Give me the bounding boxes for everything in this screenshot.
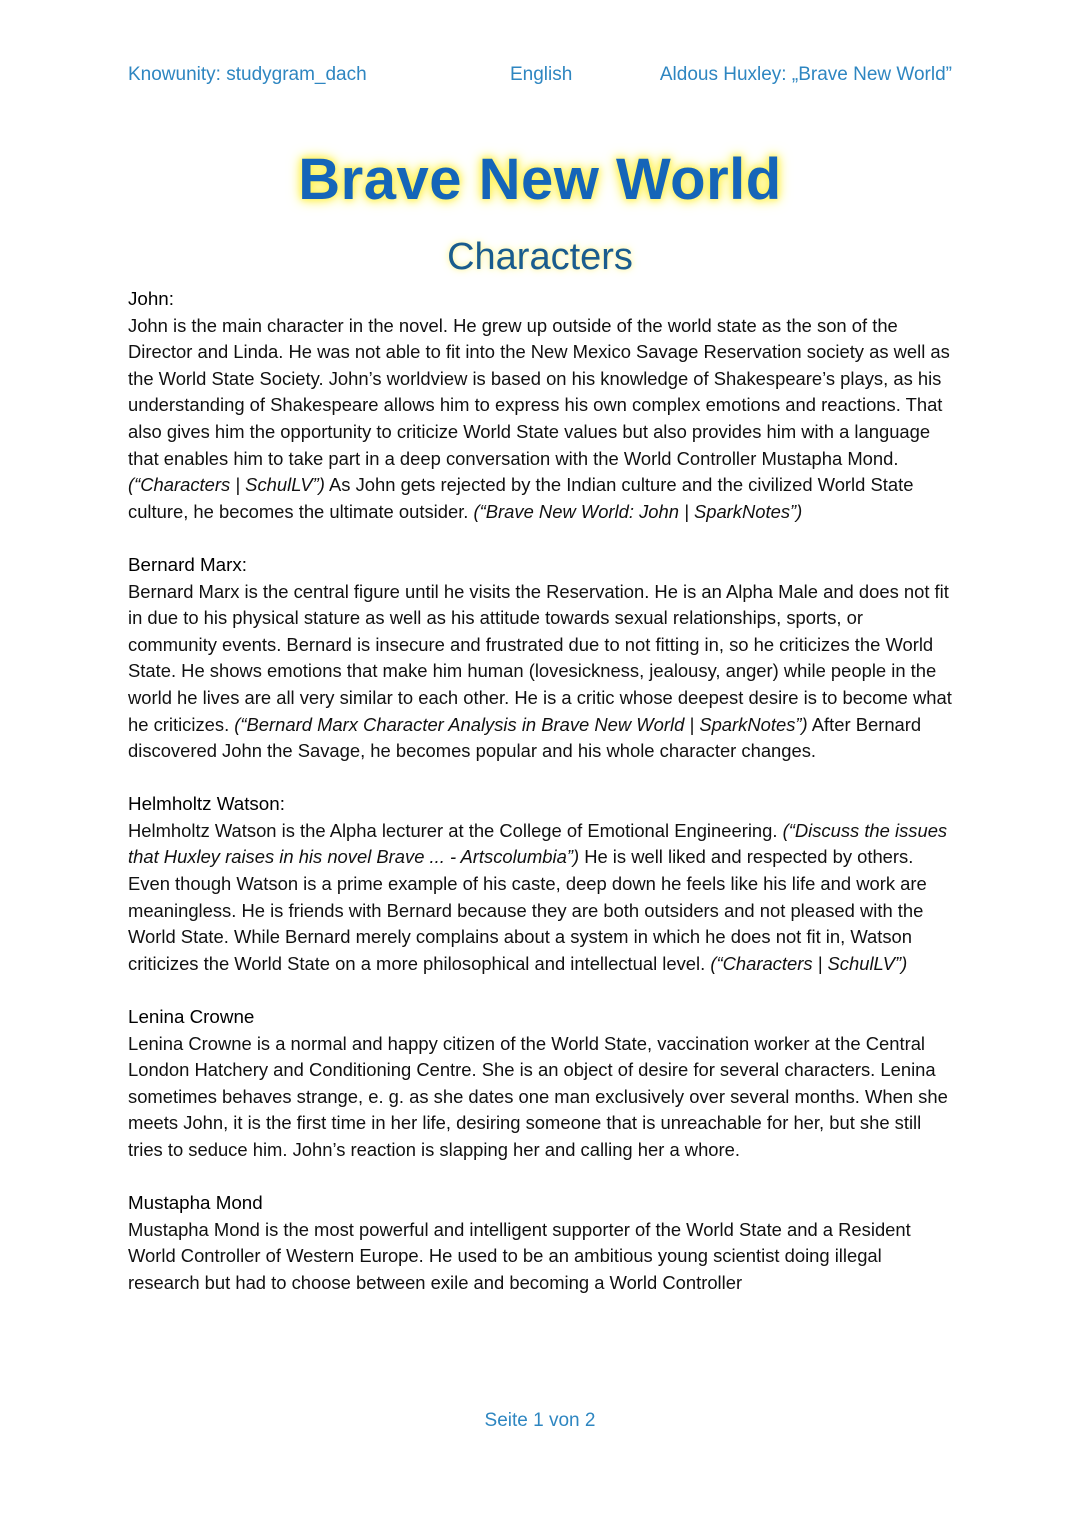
citation: (“Characters | SchulLV”) bbox=[128, 474, 325, 496]
section-lenina-crowne bbox=[128, 1004, 952, 1164]
citation: (“Brave New World: John | SparkNotes”) bbox=[473, 500, 803, 522]
section-mustapha-mond bbox=[128, 1190, 952, 1296]
citation: (“Discuss the issues that Huxley raises in his novel Brave ... - Artscolumbia”) bbox=[128, 819, 948, 868]
section-heading: Mustapha Mond bbox=[128, 1192, 263, 1214]
section-paragraph bbox=[128, 313, 952, 526]
section-paragraph bbox=[128, 818, 952, 978]
section-paragraph bbox=[128, 1217, 952, 1297]
header-subject: English bbox=[510, 64, 573, 85]
document-body bbox=[128, 286, 952, 1323]
document-title: Brave New World bbox=[298, 147, 782, 212]
paragraph-text: As John gets rejected by the Indian culture and the civilized World State culture, he becomes the ultimate outsider. bbox=[128, 474, 914, 522]
paragraph-text: Bernard Marx is the central figure until he visits the Reservation. He is an Alpha Male and does not fit in due to his physical stature as well as his attitude towards sexual relationships, sports, or community events. Bernard is insecure and frustrated due to not fitting in, so he criticizes the World State. He shows emotions that make him human (lovesickness, jealousy, anger) while people in the world he lives are all very similar to each other. He is a critic whose deepest desire is to become what he criticizes. bbox=[128, 580, 952, 735]
citation: (“Bernard Marx Character Analysis in Brave New World | SparkNotes”) bbox=[234, 713, 808, 735]
header-source: Knowunity: studygram_dach bbox=[128, 64, 367, 85]
section-bernard-marx bbox=[128, 552, 952, 765]
page-header bbox=[128, 64, 952, 92]
citation: (“Characters | SchulLV”) bbox=[710, 952, 908, 974]
paragraph-text: Lenina Crowne is a normal and happy citizen of the World State, vaccination worker at the Central London Hatchery and Conditioning Centre. She is an object of desire for several characters. Lenina sometimes behaves strange, e. g. as she dates one man exclusively over several months. When she meets John, it is the first time in her life, desiring someone that is unreachable for her, but she still tries to seduce him. John’s reaction is slapping her and calling her a whore. bbox=[128, 1032, 948, 1160]
section-heading: Helmholtz Watson: bbox=[128, 793, 285, 815]
section-heading: Bernard Marx: bbox=[128, 553, 247, 575]
section-heading: Lenina Crowne bbox=[128, 1006, 255, 1028]
section-paragraph bbox=[128, 1031, 952, 1164]
section-paragraph bbox=[128, 579, 952, 765]
paragraph-text: Mustapha Mond is the most powerful and intelligent supporter of the World State and a Resident World Controller of Western Europe. He used to be an ambitious young scientist doing illegal research but had to choose between exile and becoming a World Controller bbox=[128, 1218, 911, 1293]
paragraph-text: He is well liked and respected by others. Even though Watson is a prime example of his caste, deep down he feels like his life and work are meaningless. He is friends with Bernard because they are both outsiders and not pleased with the World State. While Bernard merely complains about a system in which he does not fit in, Watson criticizes the World State on a more philosophical and intellectual level. bbox=[128, 846, 927, 974]
document-subtitle: Characters bbox=[447, 236, 633, 278]
page-number: Seite 1 von 2 bbox=[484, 1410, 596, 1431]
section-heading: John: bbox=[128, 288, 174, 309]
paragraph-text: Helmholtz Watson is the Alpha lecturer at the College of Emotional Engineering. bbox=[128, 819, 783, 841]
section-helmholtz-watson bbox=[128, 791, 952, 977]
paragraph-text: After Bernard discovered John the Savage, he becomes popular and his whole character changes. bbox=[128, 713, 922, 762]
header-book: Aldous Huxley: „Brave New World” bbox=[659, 64, 952, 85]
paragraph-text: John is the main character in the novel. He grew up outside of the world state as the son of the Director and Linda. He was not able to fit into the New Mexico Savage Reservation society as well as the World State Society. John’s worldview is based on his knowledge of Shakespeare’s plays, as his understanding of Shakespeare allows him to express his own complex emotions and reactions. That also gives him the opportunity to criticize World State values but also provides him with a language that enables him to take part in a deep conversation with the World Controller Mustapha Mond. bbox=[128, 314, 950, 469]
section-john bbox=[128, 286, 952, 525]
